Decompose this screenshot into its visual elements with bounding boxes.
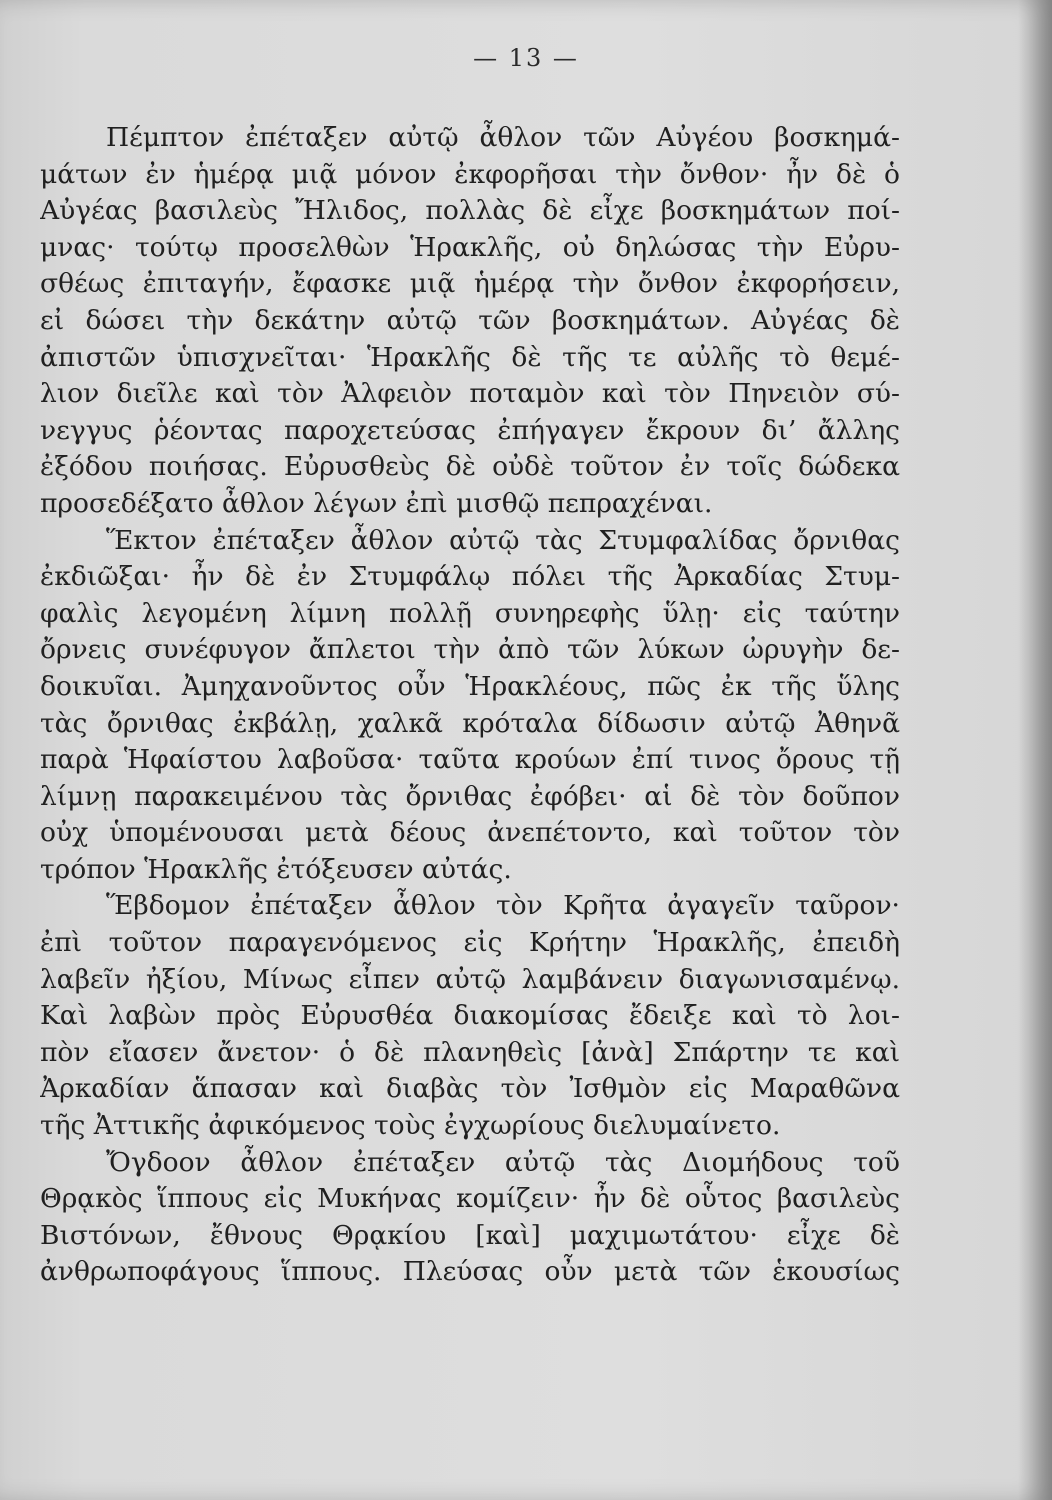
text-line: τρόπον Ἡρακλῆς ἐτόξευσεν αὐτάς. — [40, 853, 512, 885]
body-text — [40, 120, 900, 1291]
text-line: Καὶ λαβὼν πρὸς Εὐρυσθέα διακομίσας ἔδειξε καὶ τὸ λοι- — [40, 1000, 900, 1032]
text-line: οὐχ ὑπομένουσαι μετὰ δέους ἀνεπέτοντο, καὶ τοῦτον τὸν — [40, 817, 900, 849]
text-line: ἐξόδου ποιήσας. Εὐρυσθεὺς δὲ οὐδὲ τοῦτον ἐν τοῖς δώδεκα — [40, 451, 900, 483]
page-edge-shadow — [1018, 0, 1052, 1500]
text-line: λαβεῖν ἠξίου, Μίνως εἶπεν αὐτῷ λαμβάνειν διαγωνισαμένῳ. — [40, 963, 900, 995]
text-line: πὸν εἴασεν ἄνετον· ὁ δὲ πλανηθεὶς [ἀνὰ] Σπάρτην τε καὶ — [40, 1036, 900, 1068]
text-line: τὰς ὄρνιθας ἐκβάλῃ, χαλκᾶ κρόταλα δίδωσιν αὐτῷ Ἀθηνᾶ — [40, 707, 900, 739]
text-line: σθέως ἐπιταγήν, ἔφασκε μιᾷ ἡμέρᾳ τὴν ὄνθον ἐκφορήσειν, — [40, 268, 900, 300]
text-line: δοικυῖαι. Ἀμηχανοῦντος οὖν Ἡρακλέους, πῶς ἐκ τῆς ὕλης — [40, 670, 900, 702]
text-line: Θρᾳκὸς ἵππους εἰς Μυκήνας κομίζειν· ἦν δὲ οὗτος βασιλεὺς — [40, 1183, 900, 1215]
text-line: ἀνθρωποφάγους ἵππους. Πλεύσας οὖν μετὰ τῶν ἑκουσίως — [40, 1256, 900, 1288]
text-line: μάτων ἐν ἡμέρᾳ μιᾷ μόνον ἐκφορῆσαι τὴν ὄνθον· ἦν δὲ ὁ — [40, 158, 900, 190]
text-line: ἀπιστῶν ὑπισχνεῖται· Ἡρακλῆς δὲ τῆς τε αὐλῆς τὸ θεμέ- — [40, 341, 900, 373]
text-line: λίμνῃ παρακειμένου τὰς ὄρνιθας ἐφόβει· αἱ δὲ τὸν δοῦπον — [40, 780, 900, 812]
text-line: μνας· τούτῳ προσελθὼν Ἡρακλῆς, οὐ δηλώσας τὴν Εὐρυ- — [40, 231, 900, 263]
text-line: Ἕκτον ἐπέταξεν ἆθλον αὐτῷ τὰς Στυμφαλίδας ὄρνιθας — [106, 524, 900, 556]
page-number: — 13 — — [473, 44, 579, 72]
text-line: Βιστόνων, ἔθνους Θρᾳκίου [καὶ] μαχιμωτάτου· εἶχε δὲ — [40, 1219, 900, 1251]
text-line: ὄρνεις συνέφυγον ἄπλετοι τὴν ἀπὸ τῶν λύκων ὠρυγὴν δε- — [40, 634, 900, 666]
text-line: Ἕβδομον ἐπέταξεν ἆθλον τὸν Κρῆτα ἀγαγεῖν ταῦρον· — [106, 890, 900, 922]
text-line: ἐπὶ τοῦτον παραγενόμενος εἰς Κρήτην Ἡρακλῆς, ἐπειδὴ — [40, 927, 900, 959]
text-line: νεγγυς ῥέοντας παροχετεύσας ἐπήγαγεν ἔκρουν δι’ ἄλλης — [40, 414, 900, 446]
text-line: Αὐγέας βασιλεὺς Ἤλιδος, πολλὰς δὲ εἶχε βοσκημάτων ποί- — [40, 195, 900, 227]
text-line: Ὄγδοον ἆθλον ἐπέταξεν αὐτῷ τὰς Διομήδους τοῦ — [106, 1146, 900, 1178]
text-line: λιον διεῖλε καὶ τὸν Ἀλφειὸν ποταμὸν καὶ τὸν Πηνειὸν σύ- — [40, 378, 900, 410]
text-line: εἰ δώσει τὴν δεκάτην αὐτῷ τῶν βοσκημάτων. Αὐγέας δὲ — [40, 304, 900, 336]
text-line: φαλὶς λεγομένη λίμνη πολλῇ συνηρεφὴς ὕλῃ· εἰς ταύτην — [40, 597, 900, 629]
text-line: προσεδέξατο ἆθλον λέγων ἐπὶ μισθῷ πεπραχέναι. — [40, 487, 713, 519]
text-line: ἐκδιῶξαι· ἦν δὲ ἐν Στυμφάλῳ πόλει τῆς Ἀρκαδίας Στυμ- — [40, 561, 900, 593]
text-line: τῆς Ἀττικῆς ἀφικόμενος τοὺς ἐγχωρίους διελυμαίνετο. — [40, 1110, 781, 1142]
text-line: Ἀρκαδίαν ἅπασαν καὶ διαβὰς τὸν Ἰσθμὸν εἰς Μαραθῶνα — [40, 1073, 900, 1105]
text-line: παρὰ Ἡφαίστου λαβοῦσα· ταῦτα κρούων ἐπί τινος ὄρους τῇ — [40, 744, 900, 776]
text-line: Πέμπτον ἐπέταξεν αὐτῷ ἆθλον τῶν Αὐγέου βοσκημά- — [106, 122, 900, 153]
